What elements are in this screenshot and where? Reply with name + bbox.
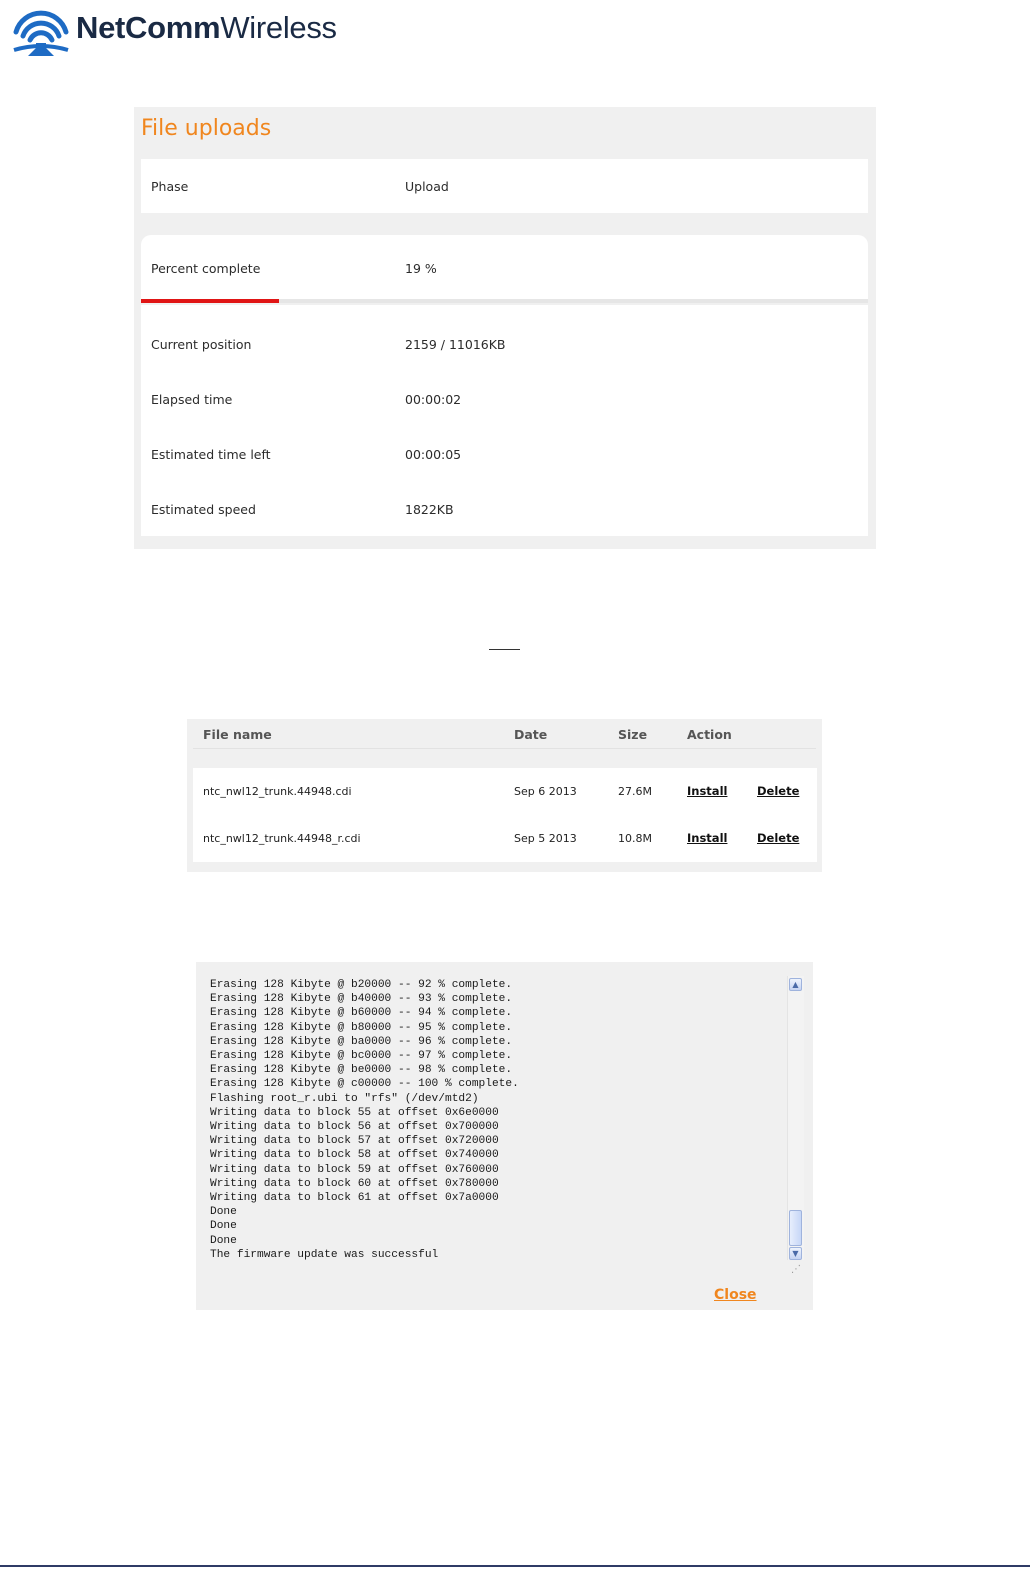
log-line: Erasing 128 Kibyte @ b60000 -- 94 % complete.: [210, 1007, 513, 1020]
header-divider: [193, 748, 816, 749]
log-line: Done: [210, 1234, 237, 1247]
firmware-log-output[interactable]: [210, 978, 785, 1268]
log-line: Writing data to block 61 at offset 0x7a0000: [210, 1192, 499, 1205]
phase-label: Phase: [151, 179, 189, 194]
time-left-value: 00:00:05: [405, 447, 462, 462]
file-date-cell: Sep 6 2013: [514, 785, 577, 798]
log-line: Done: [210, 1220, 237, 1233]
position-value: 2159 / 11016KB: [405, 337, 506, 352]
table-row: [193, 823, 817, 855]
upload-row-phase: [141, 159, 868, 213]
delete-link[interactable]: Delete: [757, 831, 800, 845]
delete-link[interactable]: Delete: [757, 784, 800, 798]
file-uploads-title: File uploads: [141, 116, 272, 141]
upload-progress-bar: [141, 299, 868, 303]
file-size-cell: 10.8M: [618, 832, 652, 845]
netcomm-logo: [10, 4, 390, 64]
scroll-down-icon[interactable]: ▼: [789, 1247, 802, 1260]
log-line: Writing data to block 57 at offset 0x720000: [210, 1135, 499, 1148]
log-line: Erasing 128 Kibyte @ c00000 -- 100 % complete.: [210, 1078, 519, 1091]
file-name-cell: ntc_nwl12_trunk.44948.cdi: [203, 785, 352, 798]
scroll-up-icon[interactable]: ▲: [789, 978, 802, 991]
phase-value: Upload: [405, 179, 449, 194]
speed-value: 1822KB: [405, 502, 454, 517]
time-left-label: Estimated time left: [151, 447, 271, 462]
brand-name-light: Wireless: [220, 10, 337, 45]
percent-value: 19 %: [405, 261, 437, 276]
log-line: Writing data to block 56 at offset 0x700000: [210, 1121, 499, 1134]
footer-divider: [0, 1565, 1030, 1567]
brand-name-bold: NetComm: [76, 10, 221, 45]
file-size-cell: 27.6M: [618, 785, 652, 798]
speed-label: Estimated speed: [151, 502, 256, 517]
log-line: Done: [210, 1206, 237, 1219]
close-link[interactable]: Close: [714, 1287, 757, 1303]
col-header-date: Date: [514, 727, 548, 742]
log-line: Erasing 128 Kibyte @ b40000 -- 93 % complete.: [210, 993, 513, 1006]
log-line: Erasing 128 Kibyte @ bc0000 -- 97 % complete.: [210, 1050, 513, 1063]
table-row: [193, 776, 817, 808]
divider: [489, 649, 520, 650]
resize-grip-icon[interactable]: ⋰: [791, 1264, 801, 1275]
install-link[interactable]: Install: [687, 831, 728, 845]
position-label: Current position: [151, 337, 252, 352]
log-line: Writing data to block 60 at offset 0x780000: [210, 1177, 499, 1190]
log-line: Writing data to block 58 at offset 0x740000: [210, 1149, 499, 1162]
scroll-thumb[interactable]: [789, 1210, 802, 1246]
col-header-file-name: File name: [203, 727, 272, 742]
log-scrollbar[interactable]: [787, 976, 804, 1260]
col-header-size: Size: [618, 727, 648, 742]
elapsed-value: 00:00:02: [405, 392, 462, 407]
elapsed-label: Elapsed time: [151, 392, 233, 407]
log-line: Writing data to block 55 at offset 0x6e0000: [210, 1106, 499, 1119]
col-header-action: Action: [687, 727, 732, 742]
install-link[interactable]: Install: [687, 784, 728, 798]
wifi-logo-icon: [10, 4, 72, 60]
log-line: Erasing 128 Kibyte @ be0000 -- 98 % complete.: [210, 1064, 513, 1077]
log-line: Erasing 128 Kibyte @ ba0000 -- 96 % complete.: [210, 1035, 513, 1048]
log-line: Writing data to block 59 at offset 0x760000: [210, 1163, 499, 1176]
log-line: Erasing 128 Kibyte @ b20000 -- 92 % complete.: [210, 979, 513, 991]
file-name-cell: ntc_nwl12_trunk.44948_r.cdi: [203, 832, 361, 845]
file-date-cell: Sep 5 2013: [514, 832, 577, 845]
upload-progress-fill: [141, 299, 279, 303]
log-line: The firmware update was successful: [210, 1248, 439, 1261]
brand-name: [76, 10, 337, 46]
log-line: Flashing root_r.ubi to "rfs" (/dev/mtd2): [210, 1092, 479, 1105]
percent-label: Percent complete: [151, 261, 261, 276]
log-line: Erasing 128 Kibyte @ b80000 -- 95 % complete.: [210, 1021, 513, 1034]
